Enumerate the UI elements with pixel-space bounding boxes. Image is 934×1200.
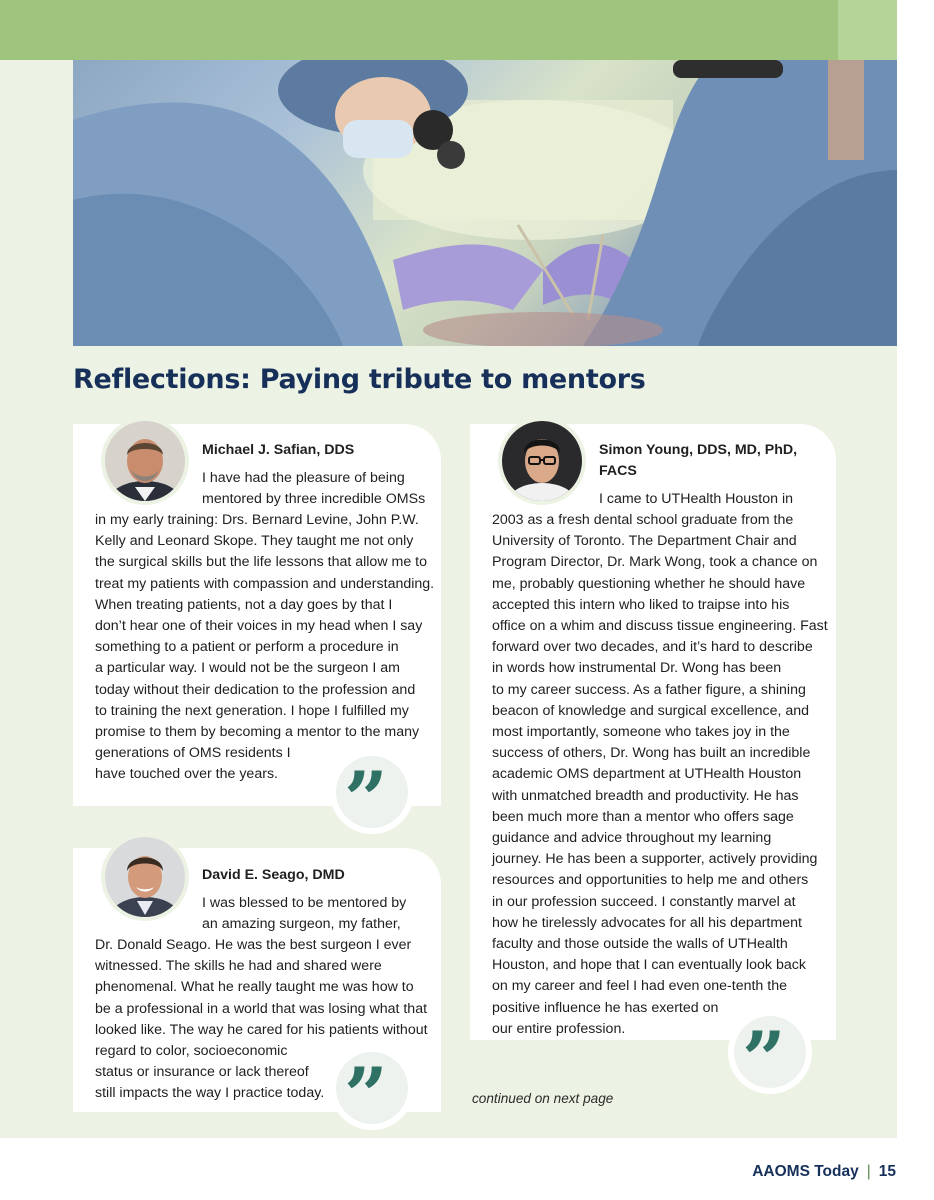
footer-separator: |: [866, 1163, 871, 1180]
mentor-tribute-text-intro: [599, 489, 793, 510]
text-line: treat my patients with compassion and understanding.: [95, 575, 435, 592]
text-line: a particular way. I would not be the surgeon I am: [95, 660, 400, 677]
text-line: today without their dedication to the profession and: [95, 681, 416, 698]
mentor-name: David E. Seago, DMD: [202, 867, 345, 883]
person-portrait-icon: [502, 421, 582, 501]
text-line: status or insurance or lack thereof: [95, 1064, 309, 1081]
avatar-seago: [105, 837, 185, 917]
text-line: office on a whim and discuss tissue engineering. Fast: [492, 618, 828, 635]
text-line: University of Toronto. The Department Chair and: [492, 533, 797, 550]
surgery-photo-icon: [73, 60, 897, 346]
text-line: on my career and feel I had even one-tenth the: [492, 978, 787, 995]
page-number: 15: [878, 1163, 896, 1180]
text-line: Program Director, Dr. Mark Wong, took a chance on: [492, 554, 818, 571]
text-line: phenomenal. What he really taught me was how to: [95, 979, 414, 996]
article-headline: Reflections: Paying tribute to mentors: [73, 364, 646, 395]
text-line: the surgical skills but the life lessons that allow me to: [95, 554, 427, 571]
text-line: something to a patient or perform a procedure in: [95, 639, 399, 656]
text-line: don’t hear one of their voices in my head when I say: [95, 618, 423, 635]
text-line: an amazing surgeon, my father,: [202, 916, 401, 933]
text-line: been much more than a mentor who offers sage: [492, 808, 794, 825]
text-line: to my career success. As a father figure, a shining: [492, 681, 806, 698]
text-line: in words how instrumental Dr. Wong has been: [492, 660, 782, 677]
mentor-name: [599, 440, 797, 482]
text-line: resources and opportunities to help me and others: [492, 872, 809, 889]
text-line: academic OMS department at UTHealth Houston: [492, 766, 802, 783]
text-line: forward over two decades, and it’s hard to describe: [492, 639, 813, 656]
hero-surgery-photo: [73, 60, 897, 346]
text-line: generations of OMS residents I: [95, 745, 291, 762]
close-quote-icon: ”: [742, 1015, 778, 1104]
text-line: be a professional in a world that was losing what that: [95, 1000, 428, 1017]
text-line: When treating patients, not a day goes by that I: [95, 596, 393, 613]
text-line: mentored by three incredible OMSs: [202, 491, 426, 508]
text-line: I have had the pleasure of being: [202, 470, 405, 486]
text-line: promise to them by becoming a mentor to the many: [95, 724, 420, 741]
text-line: accepted this intern who liked to traipse into his: [492, 596, 790, 613]
mentor-tribute-text-intro: [202, 468, 425, 510]
top-color-band: [0, 0, 897, 60]
text-line: journey. He has been a supporter, actively providing: [492, 851, 818, 868]
text-line: regard to color, socioeconomic: [95, 1043, 288, 1060]
text-line: beacon of knowledge and surgical excellence, and: [492, 702, 810, 719]
text-line: success of others, Dr. Wong has built an incredible: [492, 745, 811, 762]
person-portrait-icon: [105, 421, 185, 501]
mentor-name-line: FACS: [599, 463, 637, 479]
close-quote-icon: ”: [344, 755, 380, 844]
text-line: have touched over the years.: [95, 766, 278, 783]
continued-note: continued on next page: [472, 1091, 614, 1106]
person-portrait-icon: [105, 837, 185, 917]
text-line: Houston, and hope that I can eventually look back: [492, 957, 806, 974]
mentor-tribute-text-intro: [202, 893, 406, 935]
avatar-safian: [105, 421, 185, 501]
text-line: me, probably questioning whether he should have: [492, 575, 806, 592]
text-line: still impacts the way I practice today.: [95, 1085, 325, 1102]
mentor-tribute-text: [95, 510, 434, 786]
text-line: I came to UTHealth Houston in: [599, 491, 793, 507]
text-line: 2003 as a fresh dental school graduate from the: [492, 512, 794, 528]
text-line: witnessed. The skills he had and shared were: [95, 958, 382, 975]
text-line: faculty and those outside the walls of UTHealth: [492, 936, 788, 953]
mentor-name-line: Simon Young, DDS, MD, PhD,: [599, 442, 798, 458]
page-footer: [752, 1163, 896, 1181]
text-line: in our profession succeed. I constantly marvel at: [492, 893, 796, 910]
text-line: in my early training: Drs. Bernard Levine, John P.W.: [95, 512, 419, 528]
text-line: how he tirelessly advocates for all his department: [492, 914, 802, 931]
text-line: I was blessed to be mentored by: [202, 895, 407, 911]
text-line: with unmatched breadth and productivity. He has: [492, 787, 799, 804]
text-line: guidance and advice throughout my learning: [492, 830, 772, 847]
text-line: our entire profession.: [492, 1020, 626, 1037]
text-line: to training the next generation. I hope I fulfilled my: [95, 702, 409, 719]
mentor-name: Michael J. Safian, DDS: [202, 442, 355, 458]
text-line: positive influence he has exerted on: [492, 999, 719, 1016]
top-color-band-accent: [838, 0, 897, 60]
publication-name: AAOMS Today: [752, 1163, 859, 1180]
text-line: looked like. The way he cared for his patients without: [95, 1021, 428, 1038]
text-line: Dr. Donald Seago. He was the best surgeon I ever: [95, 937, 412, 953]
text-line: Kelly and Leonard Skope. They taught me not only: [95, 533, 414, 550]
avatar-young: [502, 421, 582, 501]
text-line: most importantly, someone who takes joy in the: [492, 724, 790, 741]
mentor-tribute-text: [492, 510, 828, 1040]
close-quote-icon: ”: [344, 1051, 380, 1140]
